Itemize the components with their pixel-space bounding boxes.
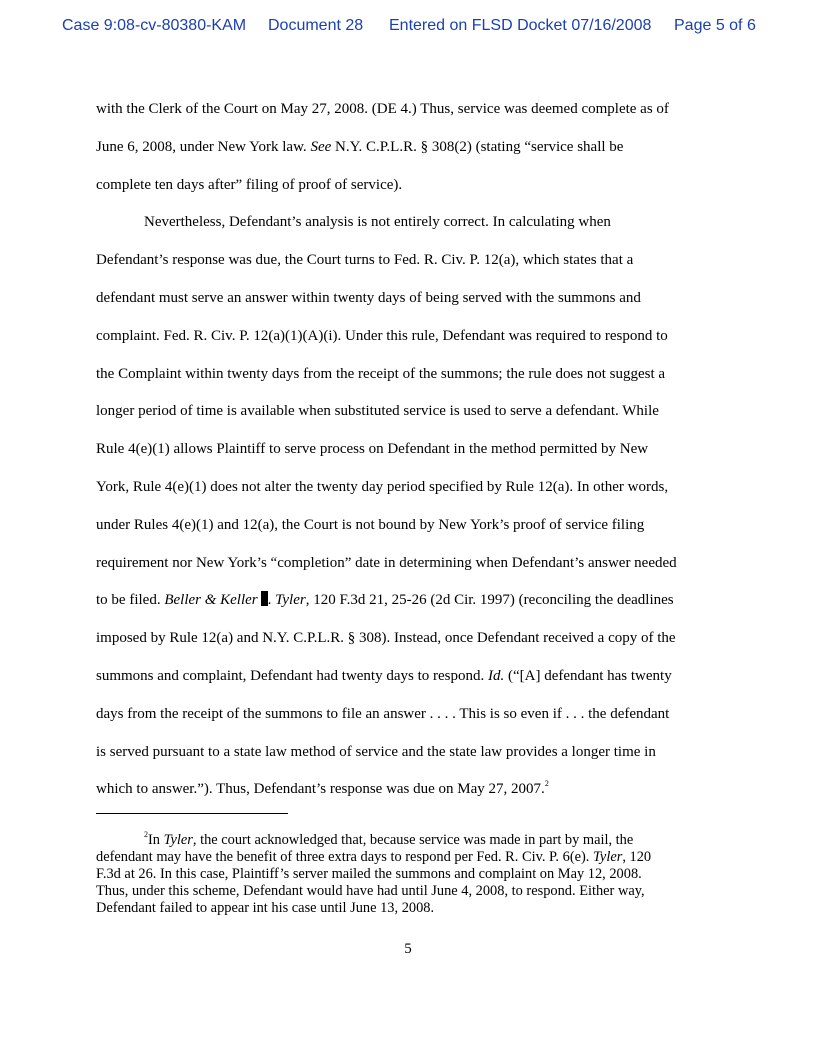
page-number: 5 (404, 941, 412, 957)
citation-signal: See (310, 138, 332, 155)
body-text (96, 91, 726, 809)
body-line: longer period of time is available when substituted service is used to serve a defendant. While (96, 403, 659, 420)
body-line: defendant must serve an answer within twenty days of being served with the summons and (96, 289, 641, 306)
footnote-divider (96, 813, 288, 814)
body-line: imposed by Rule 12(a) and N.Y. C.P.L.R. § 308). Instead, once Defendant received a copy of the (96, 630, 676, 647)
body-line: days from the receipt of the summons to file an answer . . . . This is so even if . . . the defendant (96, 705, 670, 722)
body-line: York, Rule 4(e)(1) does not alter the twenty day period specified by Rule 12(a). In other words, (96, 478, 669, 495)
body-line: is served pursuant to a state law method of service and the state law provides a longer time in (96, 743, 656, 760)
body-line: summons and complaint, Defendant had twenty days to respond. Id. (“[A] defendant has twenty (96, 667, 672, 684)
docket-header (0, 17, 816, 39)
footnote (96, 832, 726, 917)
citation-signal: Id. (488, 667, 505, 684)
docket-entry-date: Entered on FLSD Docket 07/16/2008 (389, 17, 652, 34)
body-line: June 6, 2008, under New York law. See N.Y. C.P.L.R. § 308(2) (stating “service shall be (96, 138, 624, 155)
body-line: under Rules 4(e)(1) and 12(a), the Court is not bound by New York’s proof of service filing (96, 516, 645, 533)
footnote-number: 2 (144, 830, 148, 839)
page-indicator: Page 5 of 6 (674, 17, 756, 34)
case-number: Case 9:08-cv-80380-KAM (62, 17, 247, 34)
body-line: to be filed. Beller & Keller . Tyler, 120 F.3d 21, 25-26 (2d Cir. 1997) (reconciling the deadlines (96, 592, 674, 609)
case-citation: Tyler (163, 832, 193, 848)
body-line: complaint. Fed. R. Civ. P. 12(a)(1)(A)(i). Under this rule, Defendant was required to respond to (96, 327, 668, 344)
footnote-line: $^2$In Tyler, the court acknowledged that, because service was made in part by mail, the (144, 830, 634, 848)
body-line: complete ten days after” filing of proof of service). (96, 176, 403, 193)
case-citation: Tyler (275, 592, 306, 609)
document-number: Document 28 (268, 17, 364, 34)
footnote-line: Thus, under this scheme, Defendant would have had until June 4, 2008, to respond. Either way, (96, 883, 645, 899)
body-line: with the Clerk of the Court on May 27, 2008. (DE 4.) Thus, service was deemed complete as of (96, 101, 669, 117)
body-line: which to answer.”). Thus, Defendant’s response was due on May 27, 2007.$^2$ (96, 779, 549, 798)
footnote-line: F.3d at 26. In this case, Plaintiff’s server mailed the summons and complaint on May 12, 2008. (96, 866, 642, 882)
case-citation: Tyler (593, 849, 623, 865)
redaction-mark (261, 591, 268, 606)
footnote-line: Defendant failed to appear int his case until June 13, 2008. (96, 900, 435, 916)
body-line: requirement nor New York’s “completion” date in determining when Defendant’s answer needed (96, 554, 677, 571)
paragraph-start: Nevertheless, Defendant’s analysis is not entirely correct. In calculating when (144, 214, 611, 231)
body-line: the Complaint within twenty days from the receipt of the summons; the rule does not suggest a (96, 365, 666, 382)
footnote-line: defendant may have the benefit of three extra days to respond per Fed. R. Civ. P. 6(e). Tyler, 120 (96, 849, 652, 865)
case-citation: Beller & Keller (164, 592, 258, 609)
body-line: Rule 4(e)(1) allows Plaintiff to serve process on Defendant in the method permitted by New (96, 441, 649, 458)
body-line: Defendant’s response was due, the Court turns to Fed. R. Civ. P. 12(a), which states that a (96, 252, 634, 269)
footnote-reference: 2 (544, 779, 549, 789)
